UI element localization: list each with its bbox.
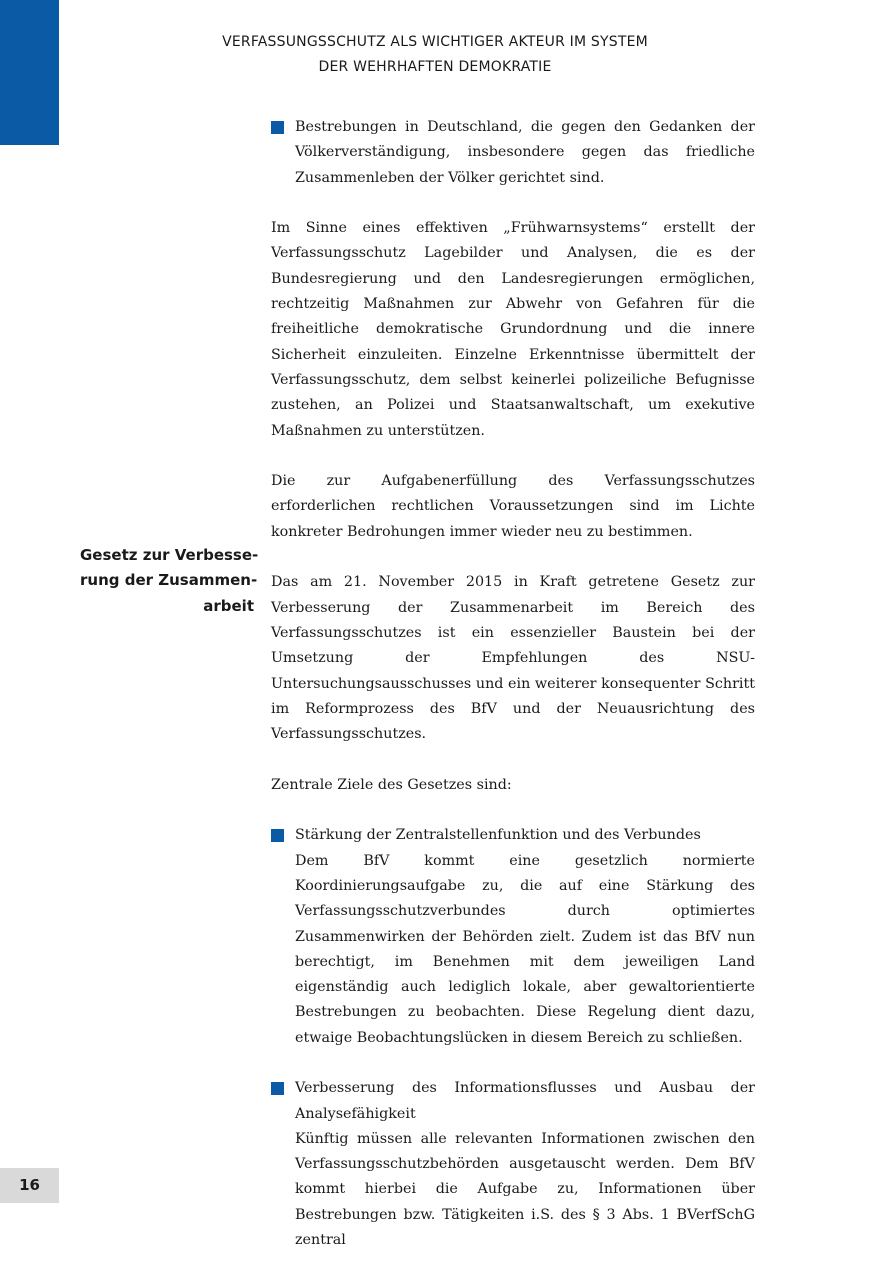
running-header — [150, 30, 720, 80]
paragraph-gesetz: Das am 21. November 2015 in Kraft getretene Gesetz zur Verbesserung der Zusammenarbeit im Bereich des Verfassungsschutzes ist ein essenzieller Baustein bei der Umsetzung der Empfehlungen des NSU-Untersuchungsausschusses und ein weiterer konsequenter Schritt im Reformprozess des BfV und der Neuausrichtung des Verfassungsschutzes. — [271, 574, 755, 743]
paragraph-zentrale-ziele: Zentrale Ziele des Gesetzes sind: — [271, 776, 512, 793]
bullet-text: Bestrebungen in Deutschland, die gegen den Gedanken der Völkerverständigung, insbesondere gegen das friedliche Zusammenleben der Völker gerichtet sind. — [295, 119, 755, 186]
header-line-1: VERFASSUNGSSCHUTZ ALS WICHTIGER AKTEUR IM SYSTEM — [222, 34, 648, 50]
side-heading — [80, 543, 259, 619]
bullet-square-icon — [271, 1082, 284, 1095]
header-line-2: DER WEHRHAFTEN DEMOKRATIE — [318, 59, 552, 75]
page-number: 16 — [0, 1168, 59, 1203]
side-heading-line-3: arbeit — [203, 596, 254, 615]
bullet-item-zentralstellenfunktion — [271, 823, 755, 1051]
paragraph-fruehwarnsystem: Im Sinne eines effektiven „Frühwarnsystems“ erstellt der Verfassungsschutz Lagebilder und Analysen, die es der Bundesregierung und den Landesregierungen ermöglichen, rechtzeitig Maßnahmen zur Abwehr von Gefahren für die freiheitliche demokratische Grundordnung und die innere Sicherheit einzuleiten. Einzelne Erkenntnisse übermittelt der Verfassungsschutz, dem selbst keinerlei polizeiliche Befugnisse zustehen, an Polizei und Staatsanwaltschaft, um exekutive Maßnahmen zu unterstützen. — [271, 220, 755, 439]
bullet-item-informationsfluss — [271, 1076, 755, 1253]
paragraph-voraussetzungen: Die zur Aufgabenerfüllung des Verfassungsschutzes erforderlichen rechtlichen Voraussetzungen sind im Lichte konkreter Bedrohungen immer wieder neu zu bestimmen. — [271, 473, 755, 540]
side-heading-line-1: Gesetz zur Verbesse- — [80, 546, 259, 564]
bullet-title: Stärkung der Zentralstellenfunktion und des Verbundes — [295, 827, 701, 844]
bullet-title: Verbesserung des Informationsflusses und Ausbau der Analysefähigkeit — [295, 1080, 755, 1122]
main-text-column — [271, 115, 755, 1279]
bullet-square-icon — [271, 829, 284, 842]
side-heading-line-2: rung der Zusammen- — [80, 571, 258, 590]
blue-corner-tab — [0, 0, 59, 145]
bullet-square-icon — [271, 121, 284, 134]
bullet-text: Künftig müssen alle relevanten Informationen zwischen den Verfassungsschutzbehörden ausgetauscht werden. Dem BfV kommt hierbei die Aufgabe zu, Informationen über Bestrebungen bzw. Tätigkeiten i.S. des § 3 Abs. 1 BVerfSchG zentral — [295, 1130, 755, 1249]
bullet-text: Dem BfV kommt eine gesetzlich normierte Koordinierungsaufgabe zu, die auf eine Stärkung des Verfassungsschutzverbundes durch optimiertes Zusammenwirken der Behörden zielt. Zudem ist das BfV nun berechtigt, im Benehmen mit dem jeweiligen Land eigenständig auch lediglich lokale, aber gewaltorientierte Bestrebungen zu beobachten. Diese Regelung dient dazu, etwaige Beobachtungslücken in diesem Bereich zu schließen. — [295, 852, 755, 1046]
bullet-item-voelkerverstaendigung — [271, 115, 755, 191]
